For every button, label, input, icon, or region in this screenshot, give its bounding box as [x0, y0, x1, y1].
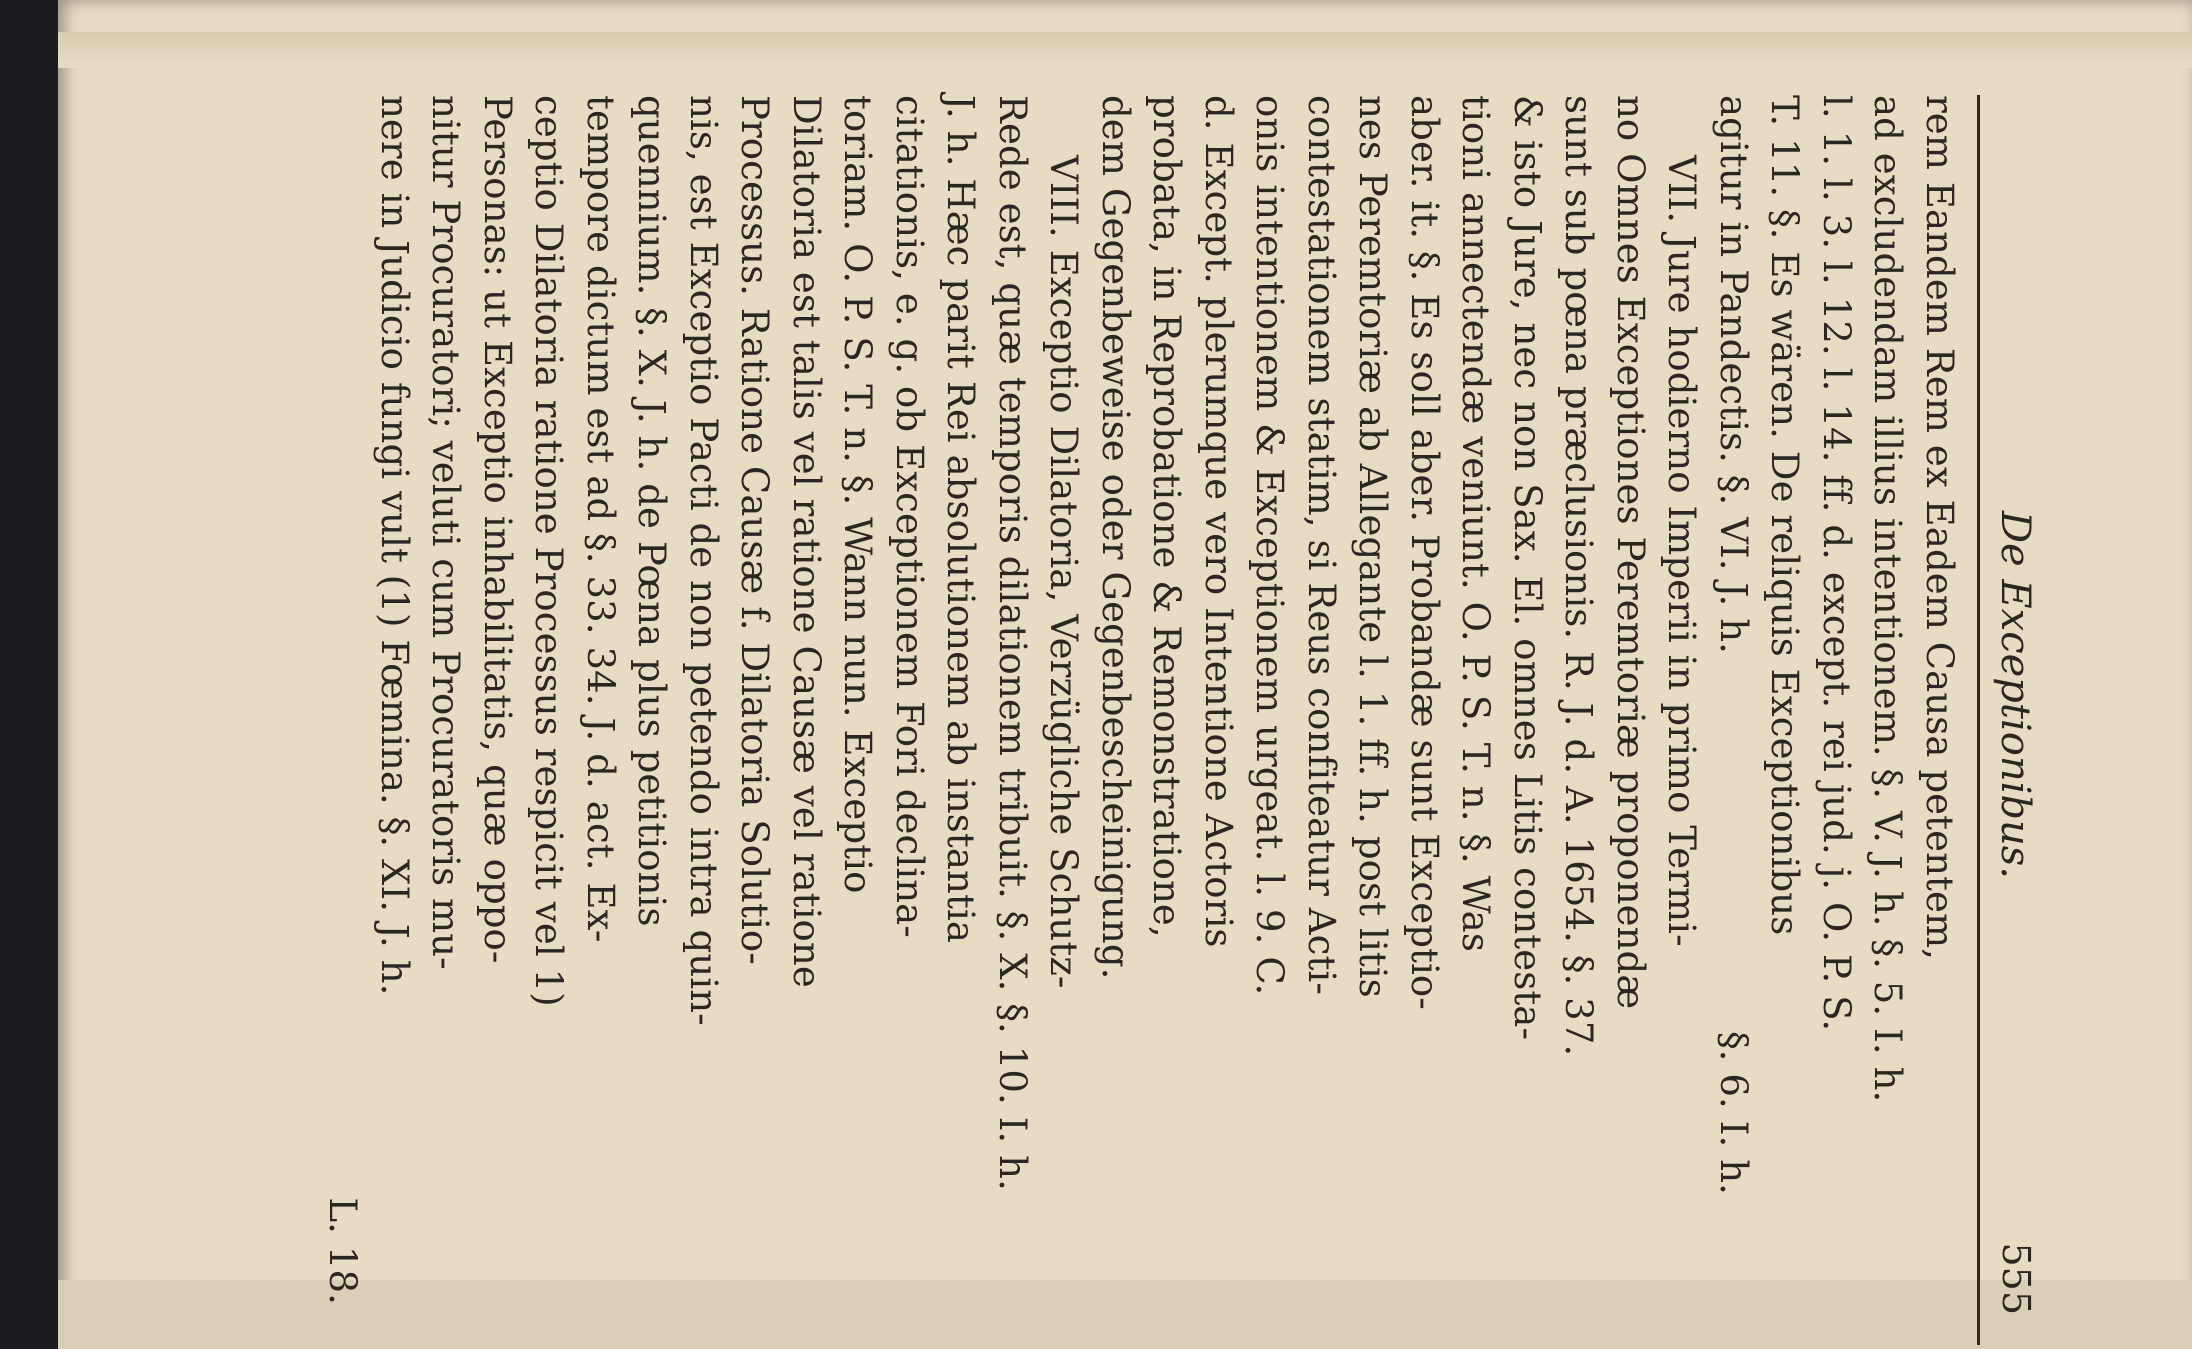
text-line: Dilatoria est talis vel ratione Causæ vel ratione [785, 95, 828, 988]
text-line: sunt sub pœna præclusionis. R. J. d. A. 1654. §. 37. [1557, 95, 1601, 1057]
text-line [1708, 95, 1760, 1335]
body-text [317, 95, 1965, 1335]
text-line: aber. it. §. Es soll aber. Probandæ sunt Exceptio- [1403, 95, 1446, 1010]
text-line: Rede est, quæ temporis dilationem tribuit. §. X. §. 10. I. h. [991, 95, 1034, 1191]
text-line: tempore dictum est ad §. 33. 34. J. d. act. Ex- [579, 95, 622, 943]
text-line: contestationem statim, si Reus confiteatur Acti- [1300, 95, 1343, 995]
text-line: l. 1. l. 3. l. 12. l. 14. ff. d. except. rei jud. j. O. P. S. [1815, 95, 1858, 1032]
text-line: probata, in Reprobatione & Remonstratione, [1145, 95, 1189, 938]
text-line: Processus. Ratione Causæ f. Dilatoria Solutio- [733, 95, 777, 965]
text-line: ceptio Dilatoria ratione Processus respicit vel 1) [527, 95, 571, 1007]
text-line: ad excludendam illius intentionem. §. V. J. h. §. 5. I. h. [1866, 95, 1910, 1103]
running-title: De Exceptionibus. [1992, 510, 2038, 879]
paragraph-viii-start: VIII. Exceptio Dilatoria, Verzügliche Schutz- [1042, 155, 1086, 989]
text-line: tioni annectendæ veniunt. O. P. S. T. n. §. Was [1454, 95, 1498, 952]
text-line: & isto Jure, nec non Sax. El. omnes Litis contesta- [1506, 95, 1549, 1041]
text-line: Personas: ut Exceptio inhabilitatis, quæ oppo- [476, 95, 519, 964]
rotated-text-page [321, 95, 2040, 1345]
header-rule [1977, 95, 1980, 1345]
text-line: d. Except. plerumque vero Intentione Actoris [1197, 95, 1240, 948]
text-line: J. h. Hæc parit Rei absolutionem ab instantia [939, 95, 983, 944]
text-line: onis intentionem & Exceptionem urgeat. l. 9. C. [1248, 95, 1292, 996]
text-line: dem Gegenbeweise oder Gegenbescheinigung. [1094, 95, 1137, 980]
margin-reference: §. 6. I. h. [1712, 1031, 1755, 1195]
text-line: T. 11. §. Es wären. De reliquis Exceptionibus [1763, 95, 1807, 936]
page-number: 555 [1994, 1242, 2038, 1315]
text-line: rem Eandem Rem ex Eadem Causa petentem, [1918, 95, 1961, 961]
page-fold [58, 32, 2192, 68]
page-header [1982, 95, 2040, 1345]
text-line: nis, est Exceptio Pacti de non petendo intra quin- [682, 95, 725, 1026]
catchword: L. 18. [321, 1197, 365, 1305]
text-line: nere in Judicio fungi vult (1) Fœmina. §. XI. J. h. [373, 95, 416, 996]
text-line: nitur Procuratori; veluti cum Procuratoris mu- [424, 95, 468, 970]
text-line: nes Peremtoriæ ab Allegante l. 1. ff. h. post litis [1351, 95, 1395, 998]
text-line: no Omnes Exceptiones Peremtoriæ proponendæ [1609, 95, 1652, 1010]
text-line: toriam. O. P. S. T. n. §. Wann nun. Exceptio [836, 95, 880, 894]
paragraph-vii-start: VII. Jure hodierno Imperii in primo Termi- [1660, 155, 1704, 947]
text-line: citationis, e. g. ob Exceptionem Fori declina- [888, 95, 931, 938]
text-line: quennium. §. X. J. h. de Pœna plus petitionis [630, 95, 674, 927]
text-line-content: agitur in Pandectis. §. VI. J. h. [1712, 95, 1755, 655]
